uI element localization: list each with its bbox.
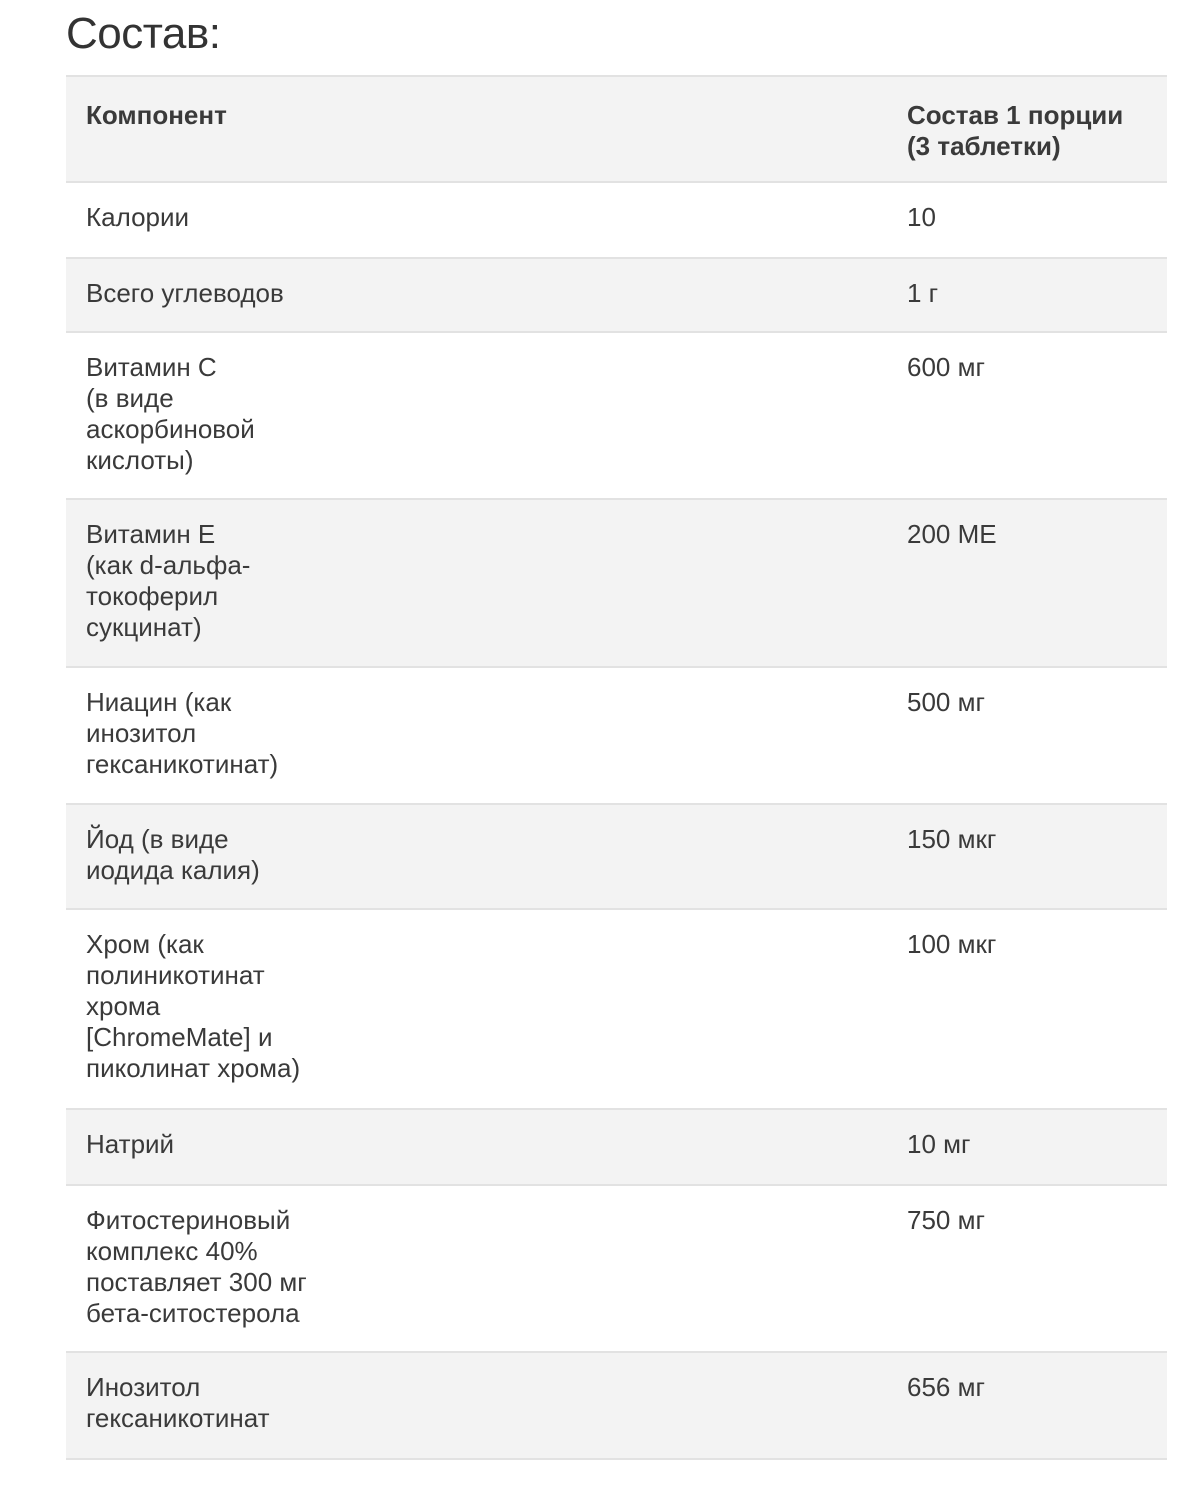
serving-value: 100 мкг (907, 929, 997, 959)
table-row (66, 1109, 1167, 1185)
serving-value-cell (886, 667, 1167, 804)
header-component-label: Компонент (86, 100, 227, 130)
serving-value: 656 мг (907, 1372, 985, 1402)
component-cell (66, 499, 886, 667)
component-name-line: гексаникотинат (86, 1403, 270, 1433)
table-row (66, 1185, 1167, 1352)
serving-value: 600 мг (907, 352, 985, 382)
serving-value-cell (886, 1185, 1167, 1352)
component-cell (66, 667, 886, 804)
header-serving (886, 76, 1167, 182)
component-name-line: токоферил (86, 581, 219, 611)
table-row (66, 667, 1167, 804)
table-row (66, 909, 1167, 1109)
component-name-line: Натрий (86, 1129, 175, 1159)
component-name-line: инозитол (86, 718, 197, 748)
table-row (66, 258, 1167, 332)
component-name-line: полиникотинат (86, 960, 265, 990)
serving-value: 1 г (907, 278, 939, 308)
component-cell (66, 1185, 886, 1352)
component-cell (66, 332, 886, 499)
serving-value: 10 (907, 202, 936, 232)
serving-value-cell (886, 909, 1167, 1109)
component-name-line: поставляет 300 мг (86, 1267, 307, 1297)
serving-value-cell (886, 1352, 1167, 1459)
component-name-line: гексаникотинат) (86, 749, 279, 779)
serving-value: 500 мг (907, 687, 985, 717)
component-name-line: Хром (как (86, 929, 204, 959)
component-name-line: аскорбиновой (86, 414, 255, 444)
serving-value: 200 МЕ (907, 519, 997, 549)
component-cell (66, 1109, 886, 1185)
component-name-line: Фитостериновый (86, 1205, 291, 1235)
component-name-line: (как d-альфа- (86, 550, 251, 580)
component-cell (66, 182, 886, 258)
component-name-line: Йод (в виде (86, 824, 229, 854)
component-name-line: Витамин С (86, 352, 217, 382)
component-cell (66, 909, 886, 1109)
component-cell (66, 804, 886, 909)
serving-value-cell (886, 499, 1167, 667)
serving-value-cell (886, 258, 1167, 332)
component-name-line: кислоты) (86, 445, 194, 475)
table-row (66, 1352, 1167, 1459)
component-name-line: Витамин Е (86, 519, 216, 549)
component-name-line: Калории (86, 202, 190, 232)
table-row (66, 182, 1167, 258)
serving-value-cell (886, 332, 1167, 499)
component-name-line: бета-ситостерола (86, 1298, 300, 1328)
component-name-line: Всего углеводов (86, 278, 284, 308)
component-name-line: Инозитол (86, 1372, 201, 1402)
component-name-line: иодида калия) (86, 855, 260, 885)
table-row (66, 332, 1167, 499)
component-name-line: сукцинат) (86, 612, 202, 642)
component-name-line: [ChromeMate] и (86, 1022, 273, 1052)
table-row (66, 804, 1167, 909)
serving-value-cell (886, 804, 1167, 909)
serving-value: 750 мг (907, 1205, 985, 1235)
header-component (66, 76, 886, 182)
serving-value: 150 мкг (907, 824, 997, 854)
component-cell (66, 1352, 886, 1459)
header-serving-line1: Состав 1 порции (907, 100, 1124, 130)
component-name-line: Ниацин (как (86, 687, 232, 717)
header-serving-line2: (3 таблетки) (907, 131, 1061, 161)
page-title: Состав: (66, 9, 221, 58)
table-header-row (66, 76, 1167, 182)
component-name-line: пиколинат хрома) (86, 1053, 301, 1083)
component-name-line: хрома (86, 991, 161, 1021)
component-name-line: (в виде (86, 383, 174, 413)
component-name-line: комплекс 40% (86, 1236, 258, 1266)
table-row (66, 499, 1167, 667)
serving-value: 10 мг (907, 1129, 971, 1159)
serving-value-cell (886, 182, 1167, 258)
serving-value-cell (886, 1109, 1167, 1185)
component-cell (66, 258, 886, 332)
composition-table (66, 75, 1167, 1460)
